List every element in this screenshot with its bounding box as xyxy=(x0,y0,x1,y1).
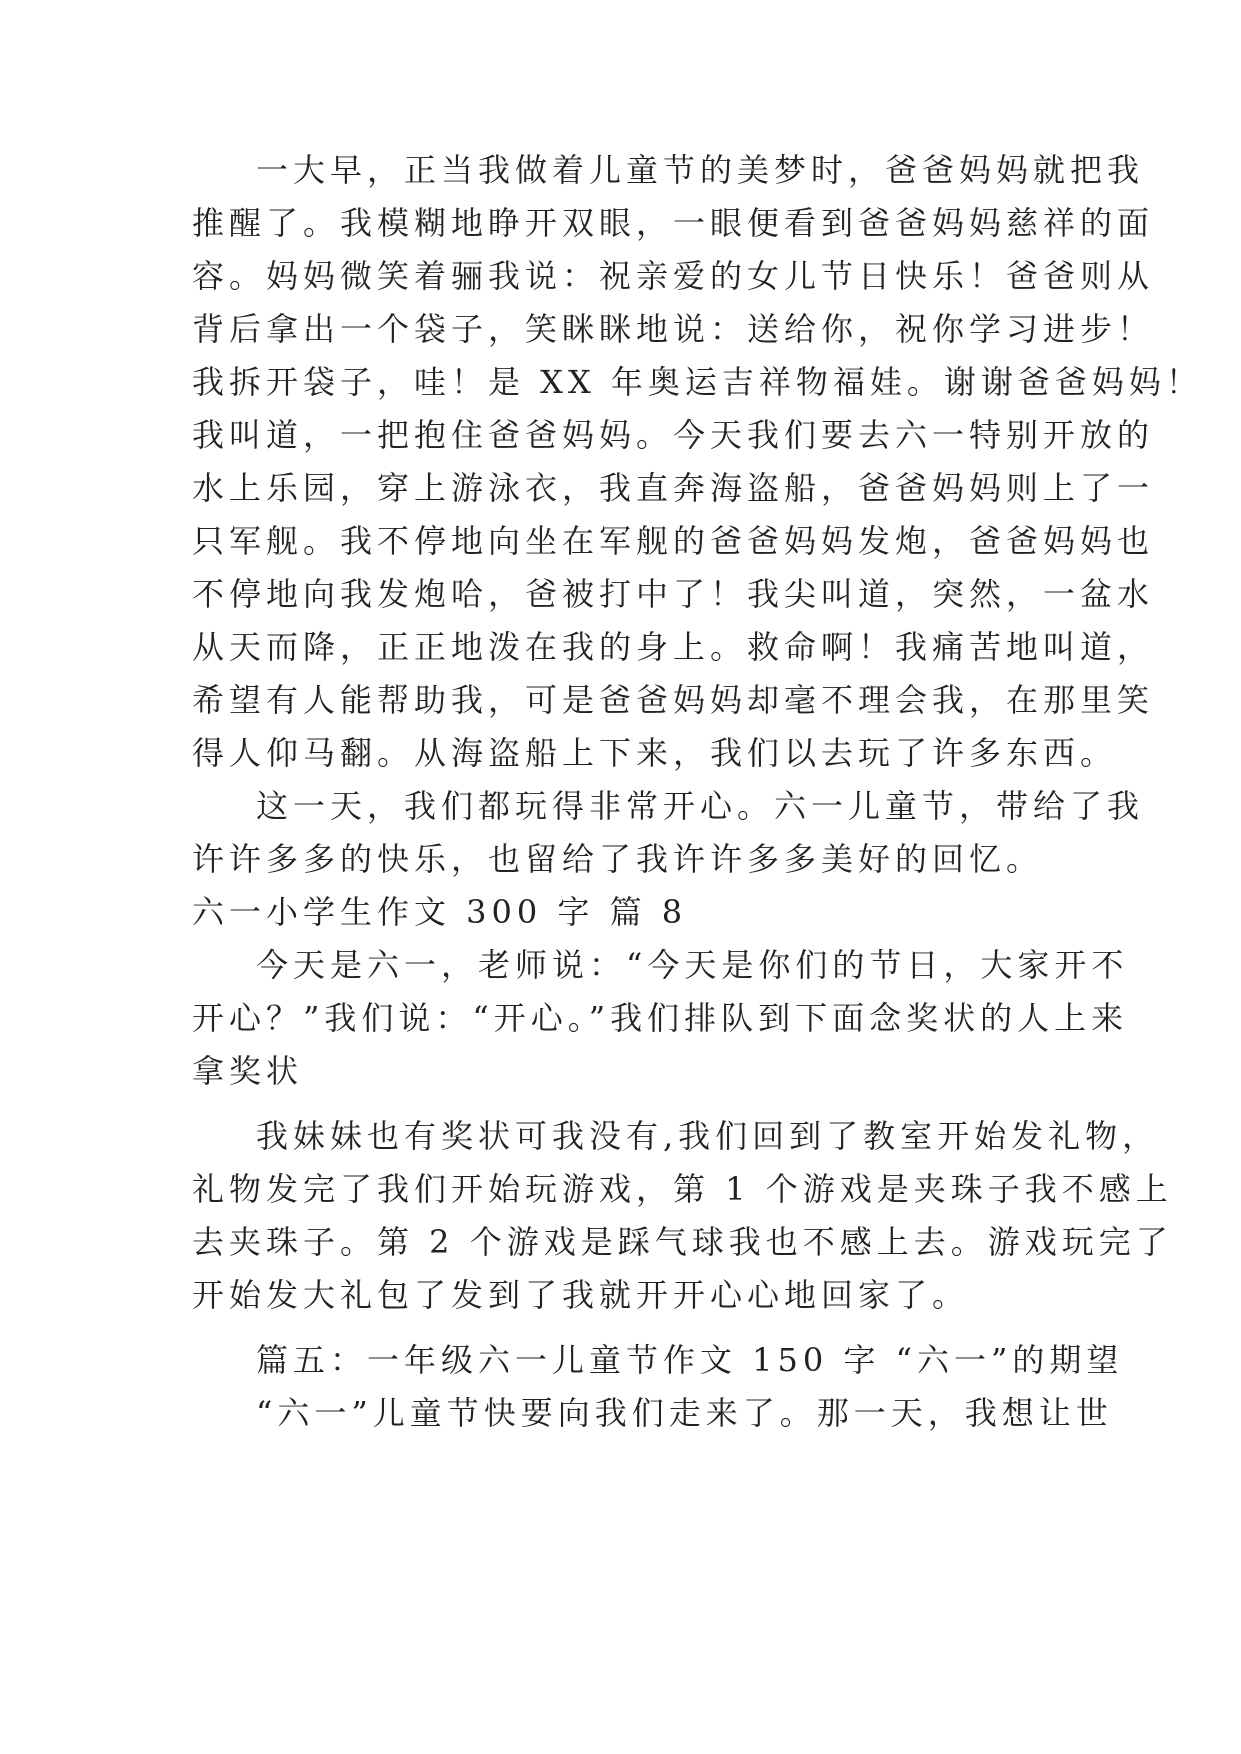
paragraph-line: 我妹妹也有奖状可我没有,我们回到了教室开始发礼物， xyxy=(256,1117,1160,1155)
paragraph-line: 礼物发完了我们开始玩游戏，第 1 个游戏是夹珠子我不感上 xyxy=(192,1170,1173,1208)
section-heading: 六一小学生作文 300 字 篇 8 xyxy=(192,893,688,931)
paragraph-line: 开心？”我们说：“开心。”我们排队到下面念奖状的人上来 xyxy=(192,999,1129,1037)
paragraph-line: 背后拿出一个袋子，笑眯眯地说：送给你，祝你学习进步！ xyxy=(192,310,1155,348)
paragraph-line: “六一”儿童节快要向我们走来了。那一天，我想让世 xyxy=(256,1394,1113,1432)
paragraph-line: 水上乐园，穿上游泳衣，我直奔海盗船，爸爸妈妈则上了一 xyxy=(192,469,1155,507)
section-heading: 篇五：一年级六一儿童节作文 150 字 “六一”的期望 xyxy=(256,1341,1124,1379)
paragraph-line: 许许多多的快乐，也留给了我许许多多美好的回忆。 xyxy=(192,840,1044,878)
paragraph-line: 一大早，正当我做着儿童节的美梦时，爸爸妈妈就把我 xyxy=(256,151,1145,189)
paragraph-line: 这一天，我们都玩得非常开心。六一儿童节，带给了我 xyxy=(256,787,1145,825)
paragraph-line: 只军舰。我不停地向坐在军舰的爸爸妈妈发炮，爸爸妈妈也 xyxy=(192,522,1155,560)
paragraph-line: 拿奖状 xyxy=(192,1052,304,1090)
paragraph-line: 我叫道，一把抱住爸爸妈妈。今天我们要去六一特别开放的 xyxy=(192,416,1155,454)
paragraph-line: 希望有人能帮助我，可是爸爸妈妈却毫不理会我，在那里笑 xyxy=(192,681,1155,719)
paragraph-line: 得人仰马翻。从海盗船上下来，我们以去玩了许多东西。 xyxy=(192,734,1118,772)
paragraph-line: 容。妈妈微笑着骊我说：祝亲爱的女儿节日快乐！爸爸则从 xyxy=(192,257,1155,295)
paragraph-line: 不停地向我发炮哈，爸被打中了！我尖叫道，突然，一盆水 xyxy=(192,575,1155,613)
paragraph-line: 我拆开袋子，哇！是 XX 年奥运吉祥物福娃。谢谢爸爸妈妈！ xyxy=(192,363,1203,401)
paragraph-line: 开始发大礼包了发到了我就开开心心地回家了。 xyxy=(192,1276,970,1314)
paragraph-line: 今天是六一，老师说：“今天是你们的节日，大家开不 xyxy=(256,946,1129,984)
paragraph-line: 推醒了。我模糊地睁开双眼，一眼便看到爸爸妈妈慈祥的面 xyxy=(192,204,1155,242)
paragraph-line: 从天而降，正正地泼在我的身上。救命啊！我痛苦地叫道， xyxy=(192,628,1155,666)
paragraph-line: 去夹珠子。第 2 个游戏是踩气球我也不感上去。游戏玩完了 xyxy=(192,1223,1173,1261)
